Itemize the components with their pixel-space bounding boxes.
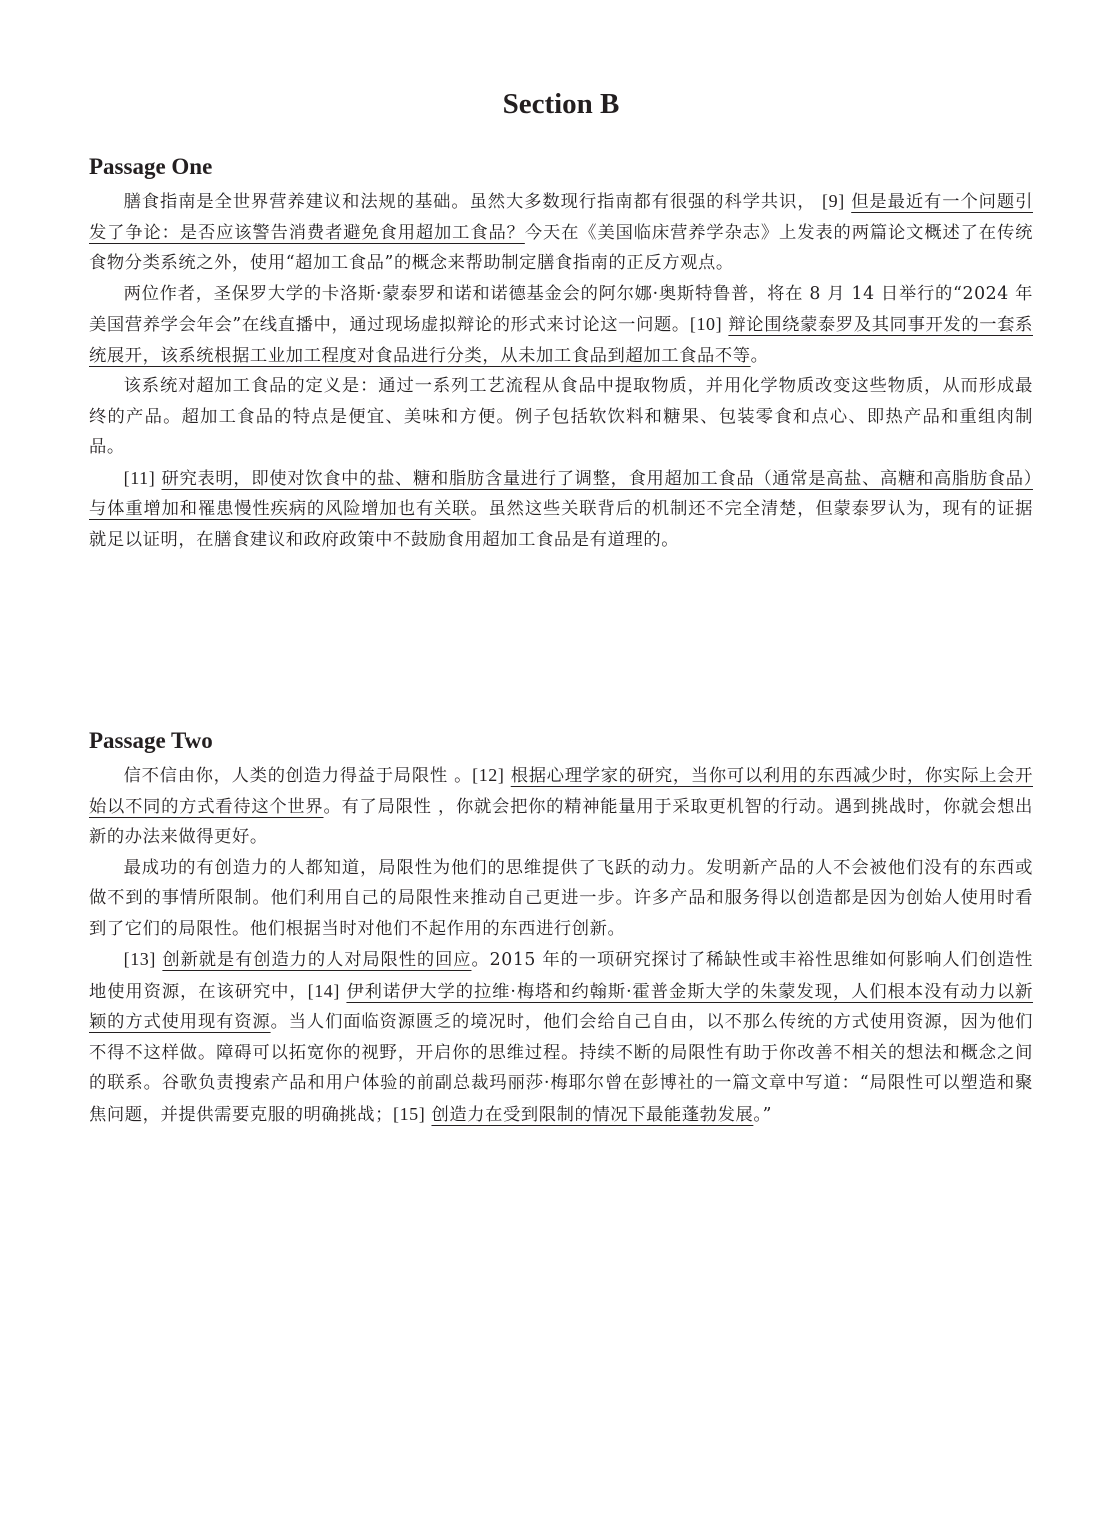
question-marker-11: [11]: [123, 467, 156, 488]
passage-one-paragraph-4: [89, 463, 1033, 556]
paragraph-text: 膳食指南是全世界营养建议和法规的基础。虽然大多数现行指南都有很强的科学共识，: [123, 192, 816, 212]
question-marker-10: [10]: [689, 314, 723, 334]
underlined-answer-10: 辩论围绕蒙泰罗及其同事开发的一套系统展开，该系统根据工业加工程度对食品进行分类，从未加工食品到超加工食品不等: [89, 315, 1033, 366]
paragraph-text: 。有了局限性 ，你就会把你的精神能量用于采取更机智的行动。遇到挑战时，你就会想出新的办法来做得更好。: [89, 796, 1033, 847]
passage-one-paragraph-1: [89, 186, 1033, 279]
passage-two-paragraph-3: [89, 944, 1033, 1130]
question-marker-9: [9]: [822, 191, 845, 211]
passage-two-heading: Passage Two: [89, 728, 213, 753]
passage-two: [89, 726, 1033, 1130]
question-marker-15: [15]: [392, 1103, 426, 1124]
underlined-answer-13: 创新就是有创造力的人对局限性的回应: [162, 950, 472, 970]
passage-one: [89, 152, 1033, 555]
paragraph-text: 最成功的有创造力的人都知道，局限性为他们的思维提供了飞跃的动力。发明新产品的人不会被他们没有的东西或做不到的事情所限制。他们利用自己的局限性来推动自己更进一步。许多产品和服务得以创造都是因为创始人使用时看到了它们的局限性。他们根据当时对他们不起作用的东西进行创新。: [89, 857, 1033, 939]
section-title: Section B: [502, 88, 620, 120]
passage-one-heading: Passage One: [89, 154, 213, 179]
paragraph-text: 。当人们面临资源匮乏的境况时，他们会给自己自由，以不那么传统的方式使用资源，因为他们不得不这样做。障碍可以拓宽你的视野，开启你的思维过程。持续不断的局限性有助于你改善不相关的想法和概念之间的联系。谷歌负责搜索产品和用户体验的前副总裁玛丽莎·梅耶尔曾在彭博社的一篇文章中写道：“局限性可以塑造和聚焦问题，并提供需要克服的明确挑战；: [89, 1012, 1033, 1125]
underlined-answer-9: 但是最近有一个问题引发了争论：是否应该警告消费者避免食用超加工食品？: [89, 192, 1033, 243]
paragraph-text: 该系统对超加工食品的定义是：通过一系列工艺流程从食品中提取物质，并用化学物质改变这些物质，从而形成最终的产品。超加工食品的特点是便宜、美味和方便。例子包括软饮料和糖果、包装零食和点心、即热产品和重组肉制品。: [89, 376, 1033, 457]
passage-one-paragraph-3: [89, 371, 1033, 463]
underlined-answer-12: 根据心理学家的研究，当你可以利用的东西减少时，你实际上会开始以不同的方式看待这个世界: [89, 766, 1033, 817]
paragraph-text: 。2015 年的一项研究探讨了稀缺性或丰裕性思维如何影响人们创造性地使用资源，在该研究中，: [89, 950, 1034, 1002]
paragraph-text: 。: [750, 345, 769, 366]
passage-two-paragraph-2: [89, 853, 1033, 945]
paragraph-text: 。”: [753, 1104, 773, 1125]
underlined-answer-14: 伊利诺伊大学的拉维·梅塔和约翰斯·霍普金斯大学的朱蒙发现，人们根本没有动力以新颖的方式使用现有资源: [89, 981, 1034, 1032]
question-marker-12: [12]: [472, 765, 505, 785]
passage-two-paragraph-1: [89, 760, 1033, 853]
paragraph-text: 。虽然这些关联背后的机制还不完全清楚，但蒙泰罗认为，现有的证据就足以证明，在膳食建议和政府政策中不鼓励食用超加工食品是有道理的。: [89, 499, 1033, 550]
underlined-answer-11: 研究表明，即使对饮食中的盐、糖和脂肪含量进行了调整，食用超加工食品（通常是高盐、高糖和高脂肪食品）与体重增加和罹患慢性疾病的风险增加也有关联: [89, 468, 1034, 519]
paragraph-text: 今天在《美国临床营养学杂志》上发表的两篇论文概述了在传统食物分类系统之外，使用“超加工食品”的概念来帮助制定膳食指南的正反方观点。: [89, 222, 1033, 273]
passage-one-paragraph-2: [89, 279, 1033, 372]
question-marker-13: [13]: [123, 949, 156, 969]
paragraph-text: 两位作者，圣保罗大学的卡洛斯·蒙泰罗和诺和诺德基金会的阿尔娜·奥斯特鲁普，将在 8 月 14 日举行的“2024 年美国营养学会年会”在线直播中，通过现场虚拟辩论的形式来讨论这一问题。: [89, 283, 1033, 335]
question-marker-14: [14]: [307, 980, 340, 1001]
underlined-answer-15: 创造力在受到限制的情况下最能蓬勃发展: [431, 1104, 754, 1125]
paragraph-text: 信不信由你，人类的创造力得益于局限性 。: [123, 766, 473, 786]
